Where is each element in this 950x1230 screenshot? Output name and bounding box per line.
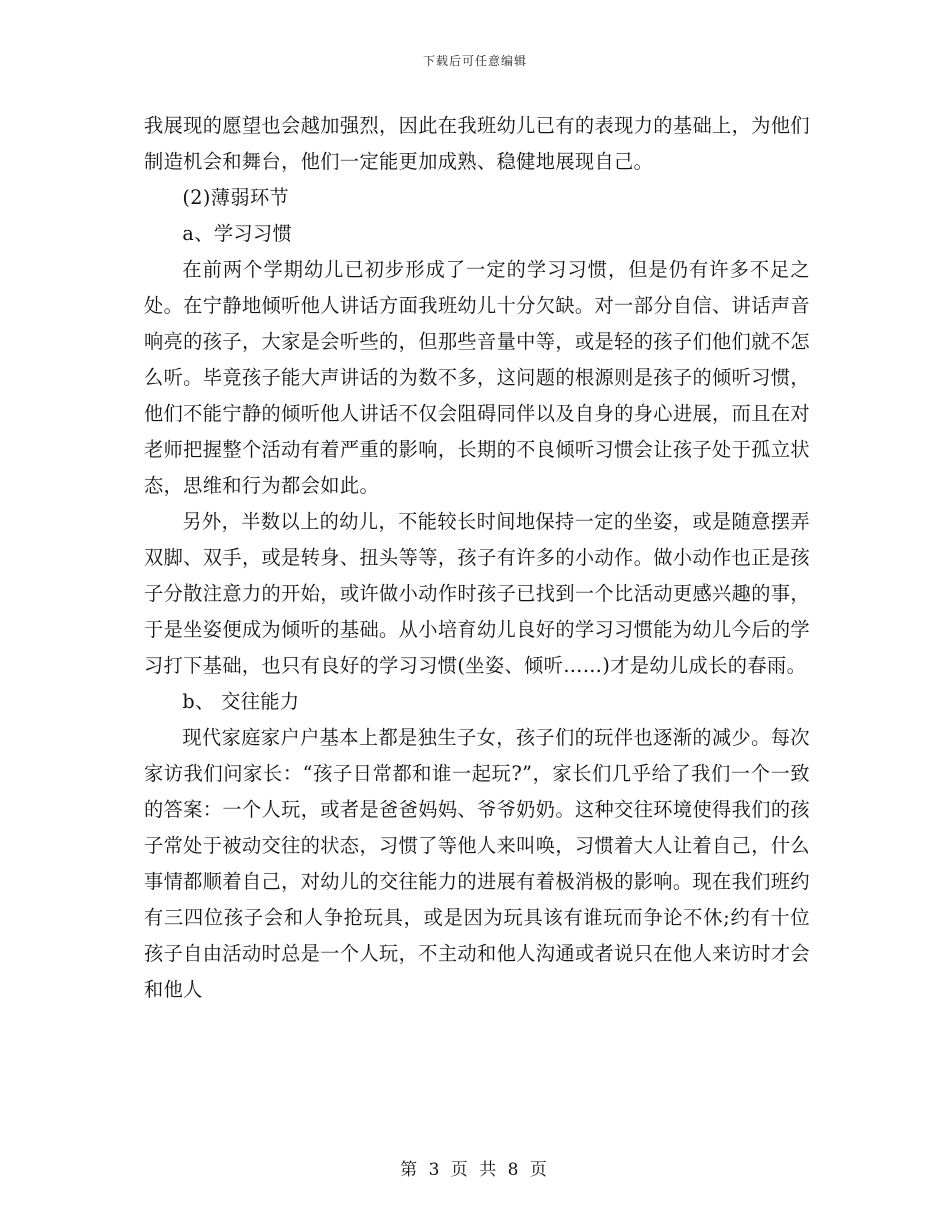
page-header: 下载后可任意编辑 [422, 54, 527, 68]
section-heading-weak-points: (2)薄弱环节 [182, 186, 290, 209]
paragraph-study-habits: 在前两个学期幼儿已初步形成了一定的学习习惯，但是仍有许多不足之处。在宁静地倾听他人讲话方面我班幼儿十分欠缺。对一部分自信、讲话声音响亮的孩子，大家是会听些的，但那些音量中等，或是轻的孩子们他们就不怎么听。毕竟孩子能大声讲话的为数不多，这问题的根源则是孩子的倾听习惯，他们不能宁静的倾听他人讲话不仅会阻碍同伴以及自身的身心进展，而且在对老师把握整个活动有着严重的影响，长期的不良倾听习惯会让孩子处于孤立状态，思维和行为都会如此。 [144, 258, 810, 497]
subheading-social-ability: b、 交往能力 [182, 690, 300, 713]
paragraph-posture: 另外，半数以上的幼儿，不能较长时间地保持一定的坐姿，或是随意摆弄双脚、双手，或是转身、扭头等等，孩子有许多的小动作。做小动作也正是孩子分散注意力的开始，或许做小动作时孩子已找到一个比活动更感兴趣的事，于是坐姿便成为倾听的基础。从小培育幼儿良好的学习习惯能为幼儿今后的学习打下基础，也只有良好的学习习惯(坐姿、倾听……)才是幼儿成长的春雨。 [144, 510, 810, 677]
subheading-study-habits: a、学习习惯 [182, 222, 293, 245]
paragraph-continuation: 我展现的愿望也会越加强烈，因此在我班幼儿已有的表现力的基础上，为他们制造机会和舞台，他们一定能更加成熟、稳健地展现自己。 [144, 114, 810, 173]
paragraph-social-ability: 现代家庭家户户基本上都是独生子女，孩子们的玩伴也逐渐的减少。每次家访我们问家长：“孩子日常都和谁一起玩?”，家长们几乎给了我们一个一致的答案：一个人玩，或者是爸爸妈妈、爷爷奶奶。这种交往环境使得我们的孩子常处于被动交往的状态，习惯了等他人来叫唤，习惯着大人让着自己，什么事情都顺着自己，对幼儿的交往能力的进展有着极消极的影响。现在我们班约有三四位孩子会和人争抢玩具，或是因为玩具该有谁玩而争论不休;约有十位孩子自由活动时总是一个人玩，不主动和他人沟通或者说只在他人来访时才会和他人 [144, 726, 810, 1001]
page-number: 第 3 页 共 8 页 [400, 1160, 550, 1180]
document-body [144, 108, 810, 1008]
